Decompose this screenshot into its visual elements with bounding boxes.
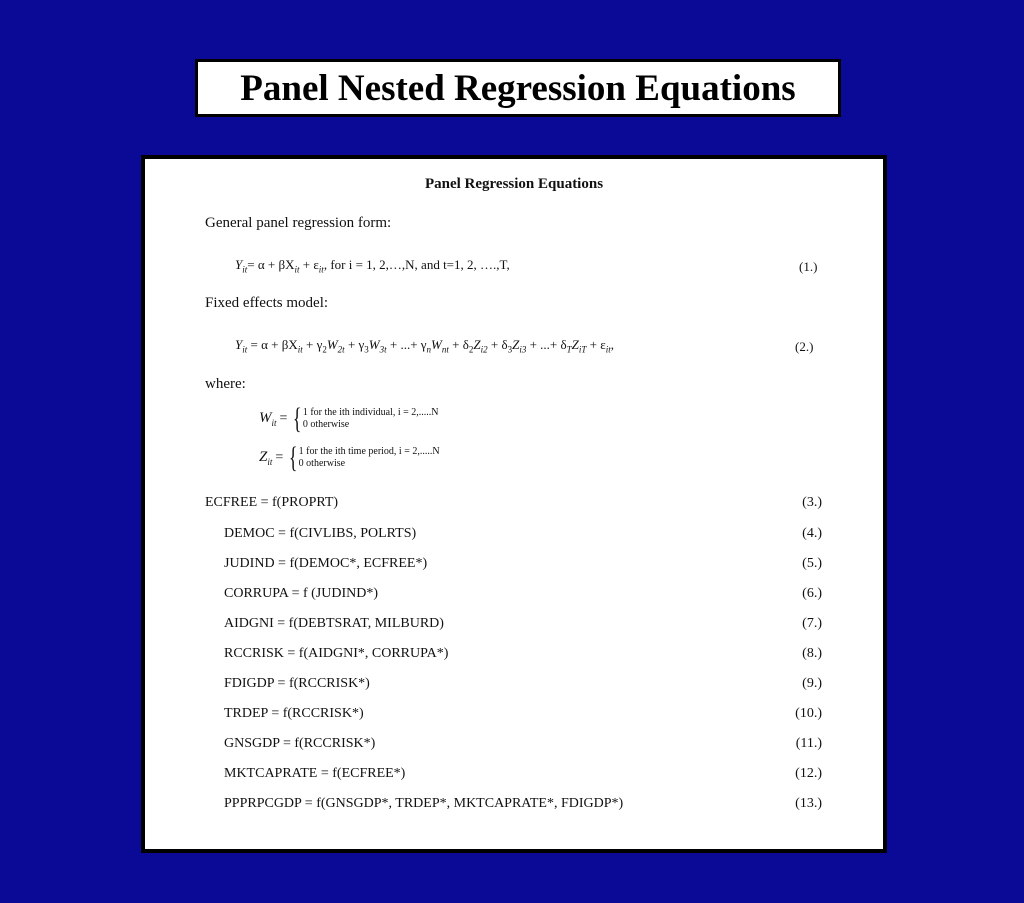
equations-document — [141, 155, 887, 853]
equation-row: MKTCAPRATE = f(ECFREE*) — [224, 766, 406, 781]
equation-2-number: (2.) — [795, 339, 814, 354]
equation-row: ECFREE = f(PROPRT) — [205, 495, 339, 510]
general-form-label: General panel regression form: — [205, 215, 392, 231]
equation-row-number: (4.) — [802, 526, 822, 541]
equation-row: RCCRISK = f(AIDGNI*, CORRUPA*) — [224, 646, 449, 661]
equation-row-number: (7.) — [802, 616, 822, 631]
w-case-2: 0 otherwise — [302, 419, 350, 430]
document-heading: Panel Regression Equations — [424, 176, 604, 192]
equation-row: FDIGDP = f(RCCRISK*) — [224, 676, 370, 691]
equation-row-number: (12.) — [795, 766, 822, 781]
equation-row-number: (5.) — [802, 556, 822, 571]
equation-row-number: (10.) — [795, 706, 822, 721]
equation-row-number: (9.) — [802, 676, 822, 691]
slide-title: Panel Nested Regression Equations — [240, 67, 796, 109]
equation-row-number: (6.) — [802, 586, 822, 601]
fixed-effects-label: Fixed effects model: — [205, 295, 329, 311]
where-label: where: — [205, 376, 246, 392]
z-case-1: 1 for the ith time period, i = 2,.....N — [298, 446, 440, 457]
equation-row: AIDGNI = f(DEBTSRAT, MILBURD) — [224, 616, 444, 631]
w-indicator-definition: $W_{it}$ = { 1 for the ith individual, i = 2,.....N 0 otherwise — [259, 402, 439, 435]
equation-row: JUDIND = f(DEMOC*, ECFREE*) — [224, 556, 428, 571]
z-case-2: 0 otherwise — [298, 458, 346, 469]
equation-row: TRDEP = f(RCCRISK*) — [224, 706, 364, 721]
equation-row: GNSGDP = f(RCCRISK*) — [224, 736, 376, 751]
equation-1: $Y_{it}= \alpha + \beta X_{it} + \varepsilon_{it}$, for i = 1, 2,…,N, and t=1, 2, ….,T, — [235, 257, 510, 275]
equation-row-number: (3.) — [802, 495, 822, 510]
slide-title-box — [195, 59, 841, 117]
equation-row-number: (8.) — [802, 646, 822, 661]
equation-row: CORRUPA = f (JUDIND*) — [224, 586, 379, 601]
z-indicator-definition: $Z_{it}$ = { 1 for the ith time period, i = 2,.....N 0 otherwise — [259, 441, 440, 474]
equation-1-number: (1.) — [799, 259, 818, 274]
equation-row-number: (11.) — [795, 736, 822, 751]
equation-row-number: (13.) — [795, 796, 822, 811]
equation-2: $Y_{it} = \alpha + \beta X_{it} + \gamma_2W_{2t} + \gamma_3W_{3t}$ + ...+ $\gamma_nW_{nt} + \delta_2Z_{i2} + \delta_3Z_{i3}$ + ...+ $\delta_TZ_{iT} + \varepsilon_{it}$, — [235, 337, 614, 355]
w-case-1: 1 for the ith individual, i = 2,.....N — [302, 407, 439, 418]
equation-row: DEMOC = f(CIVLIBS, POLRTS) — [224, 526, 417, 541]
equation-row: PPPRPCGDP = f(GNSGDP*, TRDEP*, MKTCAPRATE*, FDIGDP*) — [224, 796, 624, 811]
